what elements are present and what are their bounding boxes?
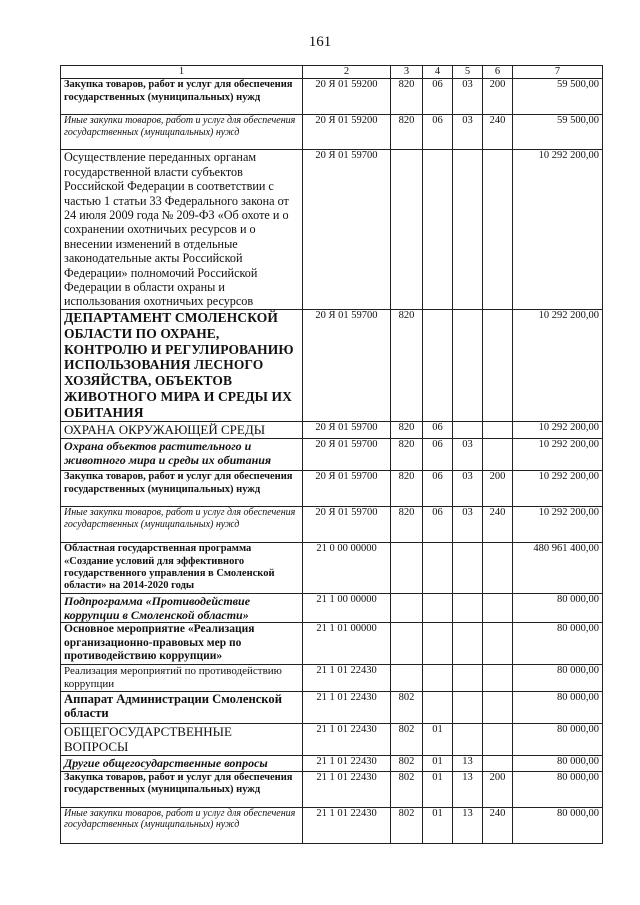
row-name: Закупка товаров, работ и услуг для обеспечения государственных (муниципальных) нужд xyxy=(61,471,303,507)
row-sum: 10 292 200,00 xyxy=(513,422,603,439)
row-pr xyxy=(453,593,483,622)
row-sum: 80 000,00 xyxy=(513,593,603,622)
row-sum: 10 292 200,00 xyxy=(513,507,603,543)
row-grbs xyxy=(391,543,423,594)
row-pr: 13 xyxy=(453,771,483,807)
header-cell: 6 xyxy=(483,66,513,79)
row-name: Иные закупки товаров, работ и услуг для обеспечения государственных (муниципальных) нужд xyxy=(61,507,303,543)
row-grbs: 820 xyxy=(391,115,423,150)
row-grbs: 802 xyxy=(391,723,423,755)
row-csr: 21 1 01 22430 xyxy=(303,664,391,691)
page-number: 161 xyxy=(308,34,332,50)
table-row xyxy=(61,622,603,664)
row-grbs: 820 xyxy=(391,471,423,507)
row-name: Другие общегосударственные вопросы xyxy=(61,755,303,771)
table-row xyxy=(61,309,603,421)
row-vr: 240 xyxy=(483,115,513,150)
row-grbs: 802 xyxy=(391,807,423,843)
row-csr: 21 1 01 22430 xyxy=(303,691,391,723)
table-row xyxy=(61,79,603,115)
row-vr xyxy=(483,439,513,471)
row-csr: 21 1 01 22430 xyxy=(303,755,391,771)
row-pr xyxy=(453,622,483,664)
row-grbs: 820 xyxy=(391,309,423,421)
row-sum: 80 000,00 xyxy=(513,771,603,807)
row-grbs xyxy=(391,664,423,691)
row-sum: 59 500,00 xyxy=(513,79,603,115)
row-vr: 200 xyxy=(483,771,513,807)
row-rz: 01 xyxy=(423,807,453,843)
row-rz xyxy=(423,691,453,723)
row-csr: 21 1 01 00000 xyxy=(303,622,391,664)
row-vr xyxy=(483,723,513,755)
row-rz xyxy=(423,622,453,664)
budget-table xyxy=(60,65,603,844)
row-pr: 03 xyxy=(453,507,483,543)
row-pr: 03 xyxy=(453,79,483,115)
row-rz: 06 xyxy=(423,507,453,543)
row-csr: 20 Я 01 59700 xyxy=(303,507,391,543)
row-csr: 21 1 01 22430 xyxy=(303,723,391,755)
row-sum: 80 000,00 xyxy=(513,691,603,723)
row-pr: 03 xyxy=(453,471,483,507)
row-name: Охрана объектов растительного и животного мира и среды их обитания xyxy=(61,439,303,471)
row-rz xyxy=(423,593,453,622)
row-rz: 06 xyxy=(423,471,453,507)
row-vr xyxy=(483,150,513,309)
row-vr xyxy=(483,691,513,723)
row-pr xyxy=(453,723,483,755)
row-csr: 21 1 01 22430 xyxy=(303,807,391,843)
row-name: ОХРАНА ОКРУЖАЮЩЕЙ СРЕДЫ xyxy=(61,422,303,439)
row-pr: 03 xyxy=(453,439,483,471)
row-sum: 10 292 200,00 xyxy=(513,150,603,309)
row-name: Закупка товаров, работ и услуг для обеспечения государственных (муниципальных) нужд xyxy=(61,79,303,115)
row-rz xyxy=(423,150,453,309)
row-grbs: 802 xyxy=(391,771,423,807)
row-sum: 80 000,00 xyxy=(513,807,603,843)
row-name: Аппарат Администрации Смоленской области xyxy=(61,691,303,723)
row-csr: 20 Я 01 59700 xyxy=(303,422,391,439)
row-vr xyxy=(483,622,513,664)
row-rz: 06 xyxy=(423,439,453,471)
row-csr: 20 Я 01 59200 xyxy=(303,79,391,115)
row-grbs xyxy=(391,150,423,309)
row-pr: 13 xyxy=(453,807,483,843)
row-grbs xyxy=(391,622,423,664)
row-grbs: 820 xyxy=(391,439,423,471)
row-vr: 240 xyxy=(483,807,513,843)
table-row xyxy=(61,771,603,807)
row-vr xyxy=(483,309,513,421)
row-grbs xyxy=(391,593,423,622)
row-csr: 20 Я 01 59700 xyxy=(303,150,391,309)
table-row xyxy=(61,664,603,691)
row-pr xyxy=(453,664,483,691)
header-cell: 3 xyxy=(391,66,423,79)
row-name: Подпрограмма «Противодействие коррупции в Смоленской области» xyxy=(61,593,303,622)
row-vr: 200 xyxy=(483,79,513,115)
table-row xyxy=(61,471,603,507)
row-name: Иные закупки товаров, работ и услуг для обеспечения государственных (муниципальных) нужд xyxy=(61,115,303,150)
row-vr xyxy=(483,543,513,594)
row-csr: 20 Я 01 59700 xyxy=(303,471,391,507)
row-vr: 240 xyxy=(483,507,513,543)
row-name: ДЕПАРТАМЕНТ СМОЛЕНСКОЙ ОБЛАСТИ ПО ОХРАНЕ, КОНТРОЛЮ И РЕГУЛИРОВАНИЮ ИСПОЛЬЗОВАНИЯ ЛЕСНОГО ХОЗЯЙСТВА, ОБЪЕКТОВ ЖИВОТНОГО МИРА И СРЕДЫ ИХ ОБИТАНИЯ xyxy=(61,309,303,421)
row-sum: 80 000,00 xyxy=(513,755,603,771)
row-rz xyxy=(423,543,453,594)
table-row xyxy=(61,691,603,723)
row-rz: 06 xyxy=(423,79,453,115)
row-grbs: 820 xyxy=(391,79,423,115)
header-cell: 5 xyxy=(453,66,483,79)
table-row xyxy=(61,755,603,771)
table-row xyxy=(61,115,603,150)
row-vr xyxy=(483,593,513,622)
header-cell: 7 xyxy=(513,66,603,79)
row-csr: 21 1 00 00000 xyxy=(303,593,391,622)
row-sum: 59 500,00 xyxy=(513,115,603,150)
table-row xyxy=(61,723,603,755)
row-sum: 480 961 400,00 xyxy=(513,543,603,594)
row-name: Закупка товаров, работ и услуг для обеспечения государственных (муниципальных) нужд xyxy=(61,771,303,807)
row-name: Реализация мероприятий по противодействию коррупции xyxy=(61,664,303,691)
table-row xyxy=(61,150,603,309)
row-vr xyxy=(483,422,513,439)
table-row xyxy=(61,439,603,471)
header-cell: 1 xyxy=(61,66,303,79)
table-row xyxy=(61,422,603,439)
row-pr xyxy=(453,150,483,309)
row-name: Основное мероприятие «Реализация организационно-правовых мер по противодействию коррупции» xyxy=(61,622,303,664)
row-rz: 06 xyxy=(423,422,453,439)
table-row xyxy=(61,807,603,843)
row-sum: 10 292 200,00 xyxy=(513,439,603,471)
row-sum: 80 000,00 xyxy=(513,723,603,755)
row-pr xyxy=(453,422,483,439)
row-grbs: 802 xyxy=(391,755,423,771)
row-rz xyxy=(423,309,453,421)
table-row xyxy=(61,543,603,594)
row-grbs: 820 xyxy=(391,507,423,543)
row-sum: 10 292 200,00 xyxy=(513,309,603,421)
row-csr: 21 1 01 22430 xyxy=(303,771,391,807)
table-row xyxy=(61,593,603,622)
row-pr: 03 xyxy=(453,115,483,150)
row-sum: 10 292 200,00 xyxy=(513,471,603,507)
row-rz: 01 xyxy=(423,755,453,771)
row-name: ОБЩЕГОСУДАРСТВЕННЫЕ ВОПРОСЫ xyxy=(61,723,303,755)
row-csr: 20 Я 01 59200 xyxy=(303,115,391,150)
row-csr: 20 Я 01 59700 xyxy=(303,309,391,421)
row-grbs: 802 xyxy=(391,691,423,723)
row-name: Осуществление переданных органам государственной власти субъектов Российской Федерации в соответствии с частью 1 статьи 33 Федерального закона от 24 июля 2009 года № 209-ФЗ «Об охоте и о сохранении охотничьих ресурсов и о внесении изменений в отдельные законодательные акты Российской Федерации» полномочий Российской Федерации в области охраны и использования охотничьих ресурсов xyxy=(61,150,303,309)
row-sum: 80 000,00 xyxy=(513,622,603,664)
row-csr: 20 Я 01 59700 xyxy=(303,439,391,471)
row-pr xyxy=(453,691,483,723)
row-rz: 01 xyxy=(423,771,453,807)
row-name: Иные закупки товаров, работ и услуг для обеспечения государственных (муниципальных) нужд xyxy=(61,807,303,843)
table-header-row xyxy=(61,66,603,79)
row-pr xyxy=(453,543,483,594)
row-rz: 01 xyxy=(423,723,453,755)
header-cell: 4 xyxy=(423,66,453,79)
header-cell: 2 xyxy=(303,66,391,79)
row-csr: 21 0 00 00000 xyxy=(303,543,391,594)
row-rz xyxy=(423,664,453,691)
row-vr xyxy=(483,755,513,771)
row-grbs: 820 xyxy=(391,422,423,439)
row-vr xyxy=(483,664,513,691)
table-row xyxy=(61,507,603,543)
row-pr: 13 xyxy=(453,755,483,771)
row-pr xyxy=(453,309,483,421)
row-sum: 80 000,00 xyxy=(513,664,603,691)
row-vr: 200 xyxy=(483,471,513,507)
row-name: Областная государственная программа «Создание условий для эффективного государственного управления в Смоленской области» на 2014-2020 годы xyxy=(61,543,303,594)
row-rz: 06 xyxy=(423,115,453,150)
